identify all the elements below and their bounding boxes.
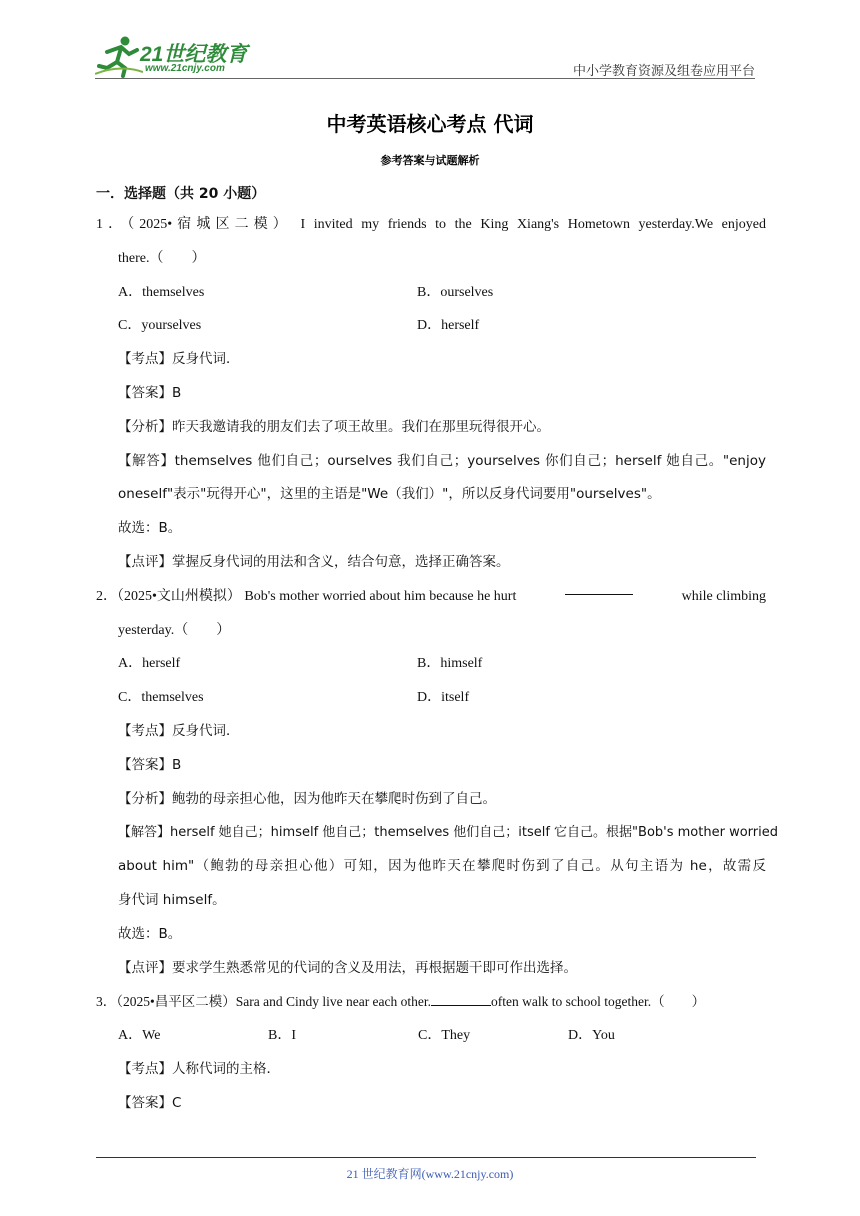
q1-analysis: 【分析】昨天我邀请我的朋友们去了项王故里。我们在那里玩得很开心。 [118, 418, 550, 435]
q2-option-c: C．themselves [118, 690, 204, 706]
q1-explanation-line2: oneself"表示"玩得开心"，这里的主语是"We（我们）"，所以反身代词要用"ourselves"。 [118, 486, 661, 503]
q3-answer-blank [431, 991, 491, 1006]
q2-option-a: A．herself [118, 656, 181, 672]
runner-logo-icon [95, 34, 143, 78]
page-title: 中考英语核心考点 代词 [326, 112, 534, 136]
q2-option-b: B．himself [417, 656, 483, 672]
q1-answer: 【答案】B [118, 384, 182, 401]
page-header [0, 0, 860, 90]
q1-option-d: D．herself [417, 318, 480, 334]
header-tagline: 中小学教育资源及组卷应用平台 [572, 64, 755, 79]
logo-text: 21世纪教育 [140, 43, 248, 66]
q3-answer: 【答案】C [118, 1094, 182, 1111]
q1-options-row1 [96, 276, 766, 310]
q3-option-d: D．You [568, 1028, 615, 1044]
q2-explanation-line3: 身代词 himself。 [118, 891, 226, 908]
q3-stem-part2: often walk to school together.（ ） [491, 994, 706, 1010]
q3-kaodian: 【考点】人称代词的主格． [118, 1060, 280, 1077]
q2-stem-part2: while climbing [681, 588, 766, 604]
site-logo[interactable] [95, 34, 265, 78]
q2-stem-part1: 2．（2025•文山州模拟） Bob's mother worried about him because he hurt [96, 588, 517, 604]
q1-option-c: C．yourselves [118, 318, 202, 334]
q3-option-a: A．We [118, 1028, 161, 1044]
logo-url: www.21cnjy.com [145, 63, 225, 74]
q2-analysis: 【分析】鲍勃的母亲担心他，因为他昨天在攀爬时伤到了自己。 [118, 790, 496, 807]
q2-kaodian: 【考点】反身代词． [118, 722, 240, 739]
q1-comment: 【点评】掌握反身代词的用法和含义，结合句意，选择正确答案。 [118, 553, 510, 570]
q2-choice: 故选：B。 [118, 925, 182, 942]
q3-options-row [96, 1019, 766, 1053]
q2-answer: 【答案】B [118, 756, 182, 773]
q1-stem-line2: there.（ ） [118, 250, 206, 266]
q2-options-row2 [96, 681, 766, 715]
q1-stem-line1: 1．（2025•宿城区二模） I invited my friends to the King Xiang's Hometown yesterday.We enjoyed [96, 217, 766, 232]
q2-answer-blank [565, 580, 633, 595]
q3-option-b: B．I [268, 1028, 296, 1044]
q2-comment: 【点评】要求学生熟悉常见的代词的含义及用法，再根据题干即可作出选择。 [118, 959, 577, 976]
q2-option-d: D．itself [417, 690, 470, 706]
q2-stem-line2: yesterday.（ ） [118, 622, 231, 638]
q1-kaodian: 【考点】反身代词． [118, 351, 240, 368]
q2-explanation-line1: 【解答】herself 她自己；himself 他自己；themselves 他们自己；itself 它自己。根据"Bob's mother worried [118, 825, 778, 841]
q1-explanation-line1: 【解答】themselves 他们自己；ourselves 我们自己；yourselves 你们自己；herself 她自己。"enjoy [118, 452, 766, 469]
q2-options-row1 [96, 647, 766, 681]
q1-option-a: A．themselves [118, 284, 205, 300]
document-body [96, 180, 778, 1121]
q3-stem-line1 [96, 985, 766, 1019]
q1-choice: 故选：B。 [118, 520, 182, 537]
q1-options-row2 [96, 309, 766, 343]
q3-stem-part1: 3．（2025•昌平区二模）Sara and Cindy live near each other. [96, 994, 432, 1010]
section-heading: 一．选择题（共 20 小题） [96, 186, 266, 202]
header-divider [95, 78, 755, 79]
q2-explanation-line2: about him"（鲍勃的母亲担心他）可知，因为他昨天在攀爬时伤到了自己。从句主语为 he，故需反 [118, 858, 766, 875]
page-subtitle: 参考答案与试题解析 [380, 154, 480, 167]
footer-divider [96, 1157, 756, 1158]
q3-option-c: C．They [418, 1028, 471, 1044]
q1-option-b: B．ourselves [417, 284, 494, 300]
page-footer[interactable]: 21 世纪教育网(www.21cnjy.com) [346, 1167, 514, 1181]
q2-stem-line1 [96, 580, 766, 614]
